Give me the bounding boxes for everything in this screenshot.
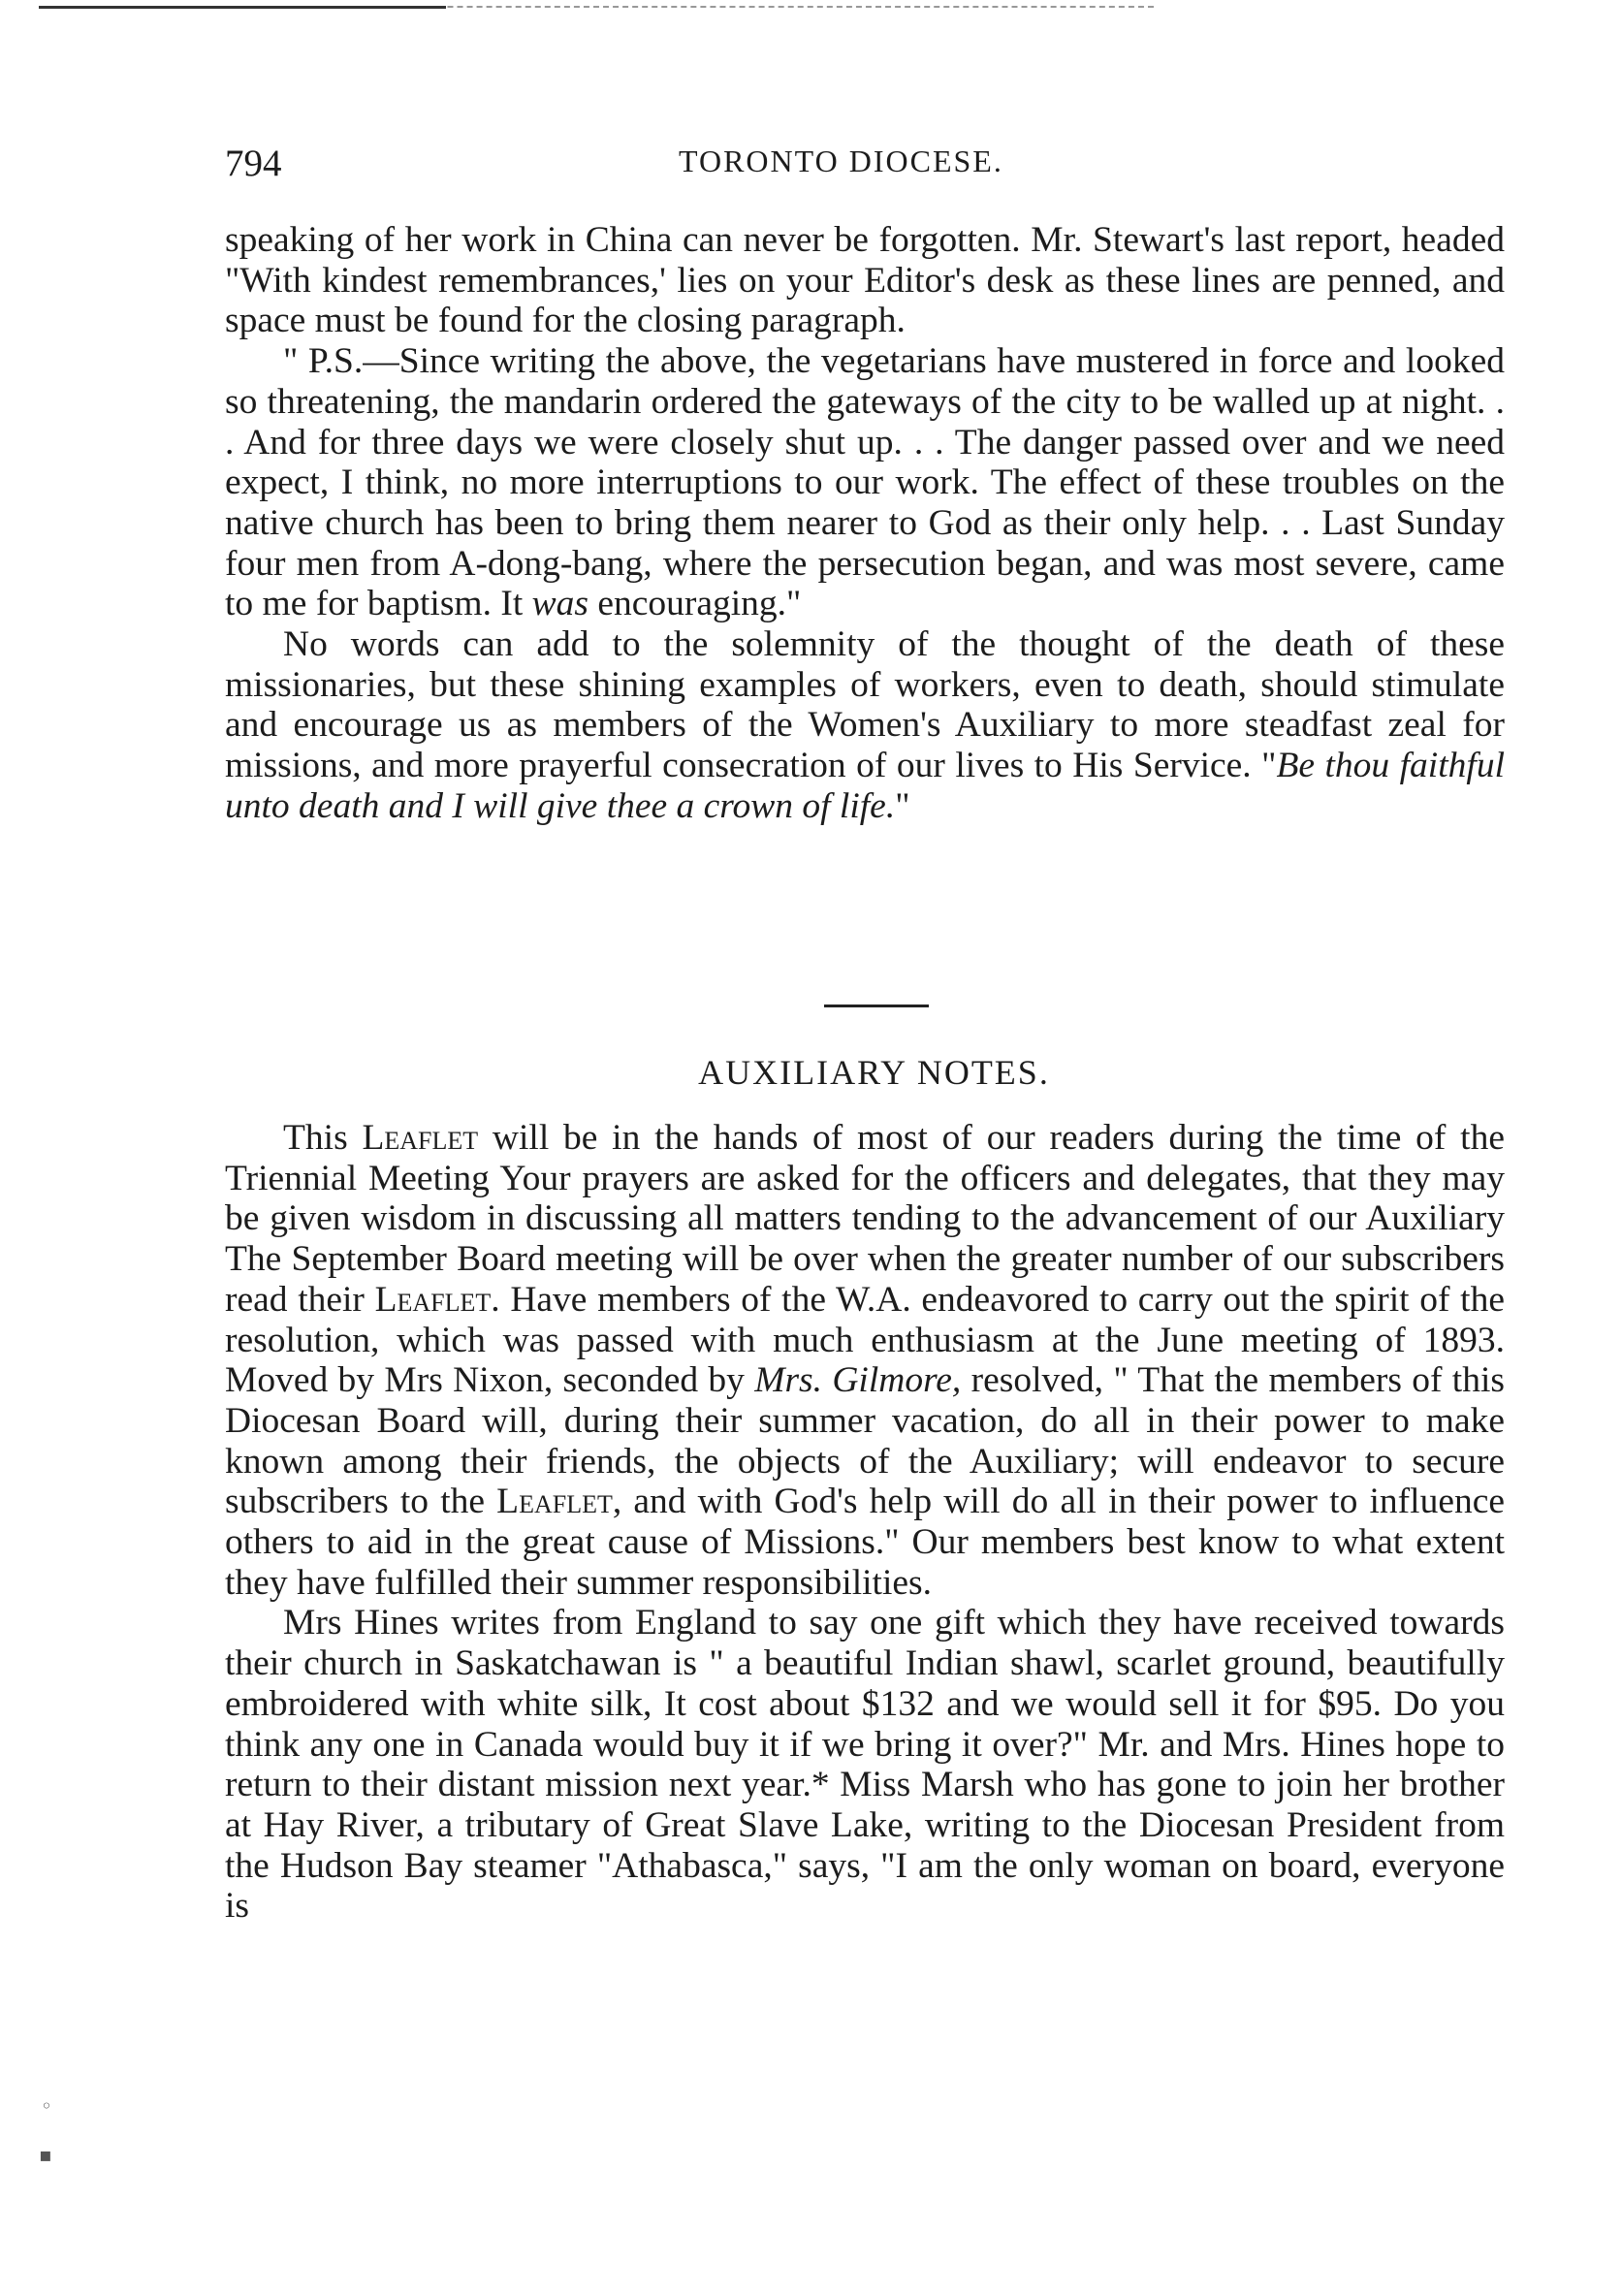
running-title: TORONTO DIOCESE. <box>679 144 1003 178</box>
scan-mark: ◦ <box>41 2094 52 2118</box>
person-name: Mrs. Gilmore, <box>754 1360 962 1401</box>
paragraph-text: " P.S.—Since writing the above, the vegetarians have mustered in force and looked so threatening, the mandarin ordered the gateways of the city to be walled up at night. . . And for three days we were closely shut up. . . The danger passed over and we need expect, I think, no more interruptions to our work. The effect of these troubles on the native church has been to bring them nearer to God as their only help. . . Last Sunday four men from A-dong-bang, where the persecution began, and was most severe, came to me for baptism. It <box>225 341 1505 624</box>
scan-mark: ▪ <box>39 2143 52 2166</box>
section-divider <box>824 1004 929 1007</box>
paragraph-text: " <box>895 785 910 826</box>
paragraph <box>225 341 1505 624</box>
paragraph-text: speaking of her work in China can never be forgotten. Mr. Stewart's last report, headed "With kindest remembrances,' lies on your Editor's desk as these lines are penned, and space must be found for the closing paragraph. <box>225 220 1505 341</box>
article-continuation <box>225 220 1505 827</box>
section-heading: AUXILIARY NOTES. <box>698 1053 1050 1092</box>
paragraph <box>225 624 1505 827</box>
paragraph <box>225 1118 1505 1603</box>
publication-name: Leaflet <box>362 1118 479 1158</box>
paragraph <box>225 1603 1505 1927</box>
publication-name: Leaflet <box>374 1279 492 1320</box>
auxiliary-notes <box>225 1118 1505 1927</box>
scripture-quote: Be thou faithful unto death and I will give thee a crown of life. <box>225 746 1505 826</box>
paragraph-text: , and with God's help will do all in their power to influence others to aid in the great cause of Missions." Our members best know to what extent they have fulfilled their summer responsibilities. <box>225 1482 1505 1603</box>
paragraph-text: resolved, " That the members of this Diocesan Board will, during their summer vacation, do all in their power to make known among their friends, the objects of the Auxiliary; will endeavor to secure subscribers to the <box>225 1360 1505 1522</box>
paragraph-text: No words can add to the solemnity of the thought of the death of these missionaries, but these shining examples of workers, even to death, should stimulate and encourage us as members of the Women's Auxiliary to more steadfast zeal for missions, and more prayerful consecration of our lives to His Service. " <box>225 624 1505 786</box>
publication-name: Leaflet <box>496 1482 613 1522</box>
paragraph-text: encouraging." <box>588 584 802 624</box>
paragraph-text: . Have members of the W.A. endeavored to carry out the spirit of the resolution, which was passed with much enthusiasm at the June meeting of 1893. Moved by Mrs Nixon, seconded by <box>225 1279 1505 1401</box>
emphasis-text: was <box>531 584 588 624</box>
paragraph-text: will be in the hands of most of our readers during the time of the Triennial Meeting Your prayers are asked for the officers and delegates, that they may be given wisdom in discussing all matters tending to the advancement of our Auxiliary The September Board meeting will be over when the greater number of our subscribers read their <box>225 1118 1505 1320</box>
top-border-rule-solid <box>39 6 446 9</box>
paragraph-text: Mrs Hines writes from England to say one gift which they have received towards their church in Saskatchawan is " a beautiful Indian shawl, scarlet ground, beautifully embroidered with white silk, It cost about $132 and we would sell it for $95. Do you think any one in Canada would buy it if we bring it over?" Mr. and Mrs. Hines hope to return to their distant mission next year.* Miss Marsh who has gone to join her brother at Hay River, a tributary of Great Slave Lake, writing to the Diocesan President from the Hudson Bay steamer "Athabasca," says, "I am the only woman on board, everyone is <box>225 1603 1505 1927</box>
paragraph <box>225 220 1505 341</box>
page-number: 794 <box>225 143 282 184</box>
paragraph-text: This <box>283 1118 363 1158</box>
